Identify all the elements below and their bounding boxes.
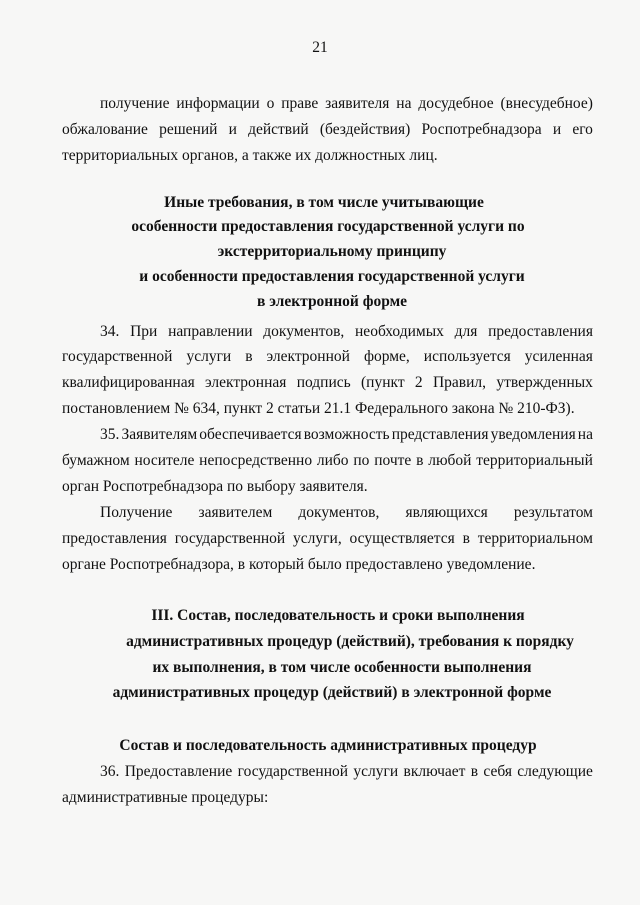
word: и — [228, 121, 237, 138]
heading2-line1: III. Состав, последовательность и сроки выполнения — [151, 607, 525, 624]
word: государственной — [237, 763, 349, 780]
word: любой — [428, 452, 472, 469]
p34-line1 — [100, 322, 593, 342]
word: документов, — [263, 323, 345, 340]
word: в — [416, 452, 424, 469]
word: 2 — [414, 374, 423, 391]
p35-line3: орган Роспотребнадзора по выбору заявителя. — [62, 478, 368, 495]
word: государственной — [62, 348, 173, 365]
heading1-line4: и особенности предоставления государственной услуги — [139, 268, 525, 285]
word: Предоставление — [124, 763, 233, 780]
word: либо — [316, 452, 349, 469]
word: решений — [159, 121, 218, 138]
word: направлении — [168, 323, 253, 340]
word: (пункт — [361, 374, 405, 391]
word: действий — [248, 121, 309, 138]
word: (бездействия) — [319, 121, 411, 138]
word: утвержденных — [496, 374, 593, 391]
word: услуги, — [293, 530, 342, 547]
word: следующие — [517, 763, 593, 780]
word: обжалование — [62, 121, 148, 138]
heading2-line4: административных процедур (действий) в электронной форме — [112, 684, 552, 701]
p-result-line1 — [100, 503, 593, 523]
word: подпись — [296, 374, 351, 391]
word: предоставления — [62, 530, 167, 547]
heading1-line3: экстерриториальному принципу — [217, 243, 447, 260]
word: усиленная — [524, 348, 593, 365]
p1-line2 — [62, 120, 593, 140]
word: получение — [100, 95, 170, 112]
word: (внесудебное) — [500, 95, 593, 112]
word: для — [454, 323, 478, 340]
heading1-line5: в электронной форме — [256, 293, 408, 310]
p35-line1 — [100, 425, 593, 445]
word: государственной — [174, 530, 286, 547]
word: форме, — [363, 348, 410, 365]
word: по — [353, 452, 370, 469]
word: непосредственно — [199, 452, 313, 469]
word: необходимых — [355, 323, 444, 340]
word: представления — [391, 426, 489, 443]
word: носителе — [134, 452, 195, 469]
word: в — [462, 530, 470, 547]
word: услуги — [353, 763, 399, 780]
p36-line2: административные процедуры: — [62, 789, 269, 806]
word: электронной — [266, 348, 350, 365]
word: 35. — [100, 426, 120, 443]
word: являющихся — [405, 504, 488, 521]
word: на — [577, 426, 593, 443]
word: досудебное — [418, 95, 494, 112]
p1-line3: территориальных органов, а также их должностных лиц. — [62, 147, 438, 164]
heading2-line3: их выполнения, в том числе особенности выполнения — [152, 659, 532, 676]
word: почте — [374, 452, 412, 469]
word: включает — [403, 763, 466, 780]
word: заявителя — [325, 95, 390, 112]
word: себя — [483, 763, 512, 780]
word: используется — [423, 348, 511, 365]
word: результатом — [513, 504, 593, 521]
word: При — [130, 323, 158, 340]
word: в — [470, 763, 479, 780]
word: уведомления — [490, 426, 576, 443]
word: праве — [281, 95, 319, 112]
word: 36. — [100, 763, 120, 780]
word: возможность — [303, 426, 390, 443]
p34-line3 — [62, 373, 593, 393]
heading3: Состав и последовательность административных процедур — [119, 737, 537, 754]
word: 34. — [100, 323, 120, 340]
word: Правил, — [432, 374, 487, 391]
page-number: 21 — [312, 39, 328, 56]
word: на — [396, 95, 412, 112]
word: Заявителям — [121, 426, 198, 443]
word: предоставления — [488, 323, 593, 340]
word: территориальном — [477, 530, 593, 547]
heading2-line2: административных процедур (действий), требования к порядку — [126, 633, 574, 650]
heading1-line1: Иные требования, в том числе учитывающие — [164, 194, 484, 211]
word: информации — [176, 95, 260, 112]
heading1-line2: особенности предоставления государственной услуги по — [131, 218, 525, 235]
word: заявителем — [198, 504, 273, 521]
word: о — [266, 95, 275, 112]
p1-line1 — [100, 94, 593, 114]
word: электронная — [205, 374, 287, 391]
word: услуги — [186, 348, 232, 365]
p36-line1 — [100, 762, 593, 782]
word: обеспечивается — [199, 426, 302, 443]
word: территориальный — [476, 452, 593, 469]
p-result-line3: органе Роспотребнадзора, в который было предоставлено уведомление. — [62, 556, 536, 573]
p34-line2 — [62, 347, 593, 367]
word: квалифицированная — [62, 374, 195, 391]
p34-line4: постановлением № 634, пункт 2 статьи 21.1 Федерального закона № 210-ФЗ). — [62, 400, 575, 417]
word: и — [552, 121, 562, 138]
word: в — [245, 348, 253, 365]
p35-line2 — [62, 451, 593, 471]
word: бумажном — [62, 452, 130, 469]
word: Роспотребнадзора — [421, 121, 542, 138]
word: осуществляется — [349, 530, 455, 547]
word: его — [572, 121, 593, 138]
word: документов, — [298, 504, 380, 521]
word: Получение — [100, 504, 173, 521]
p-result-line2 — [62, 529, 593, 549]
